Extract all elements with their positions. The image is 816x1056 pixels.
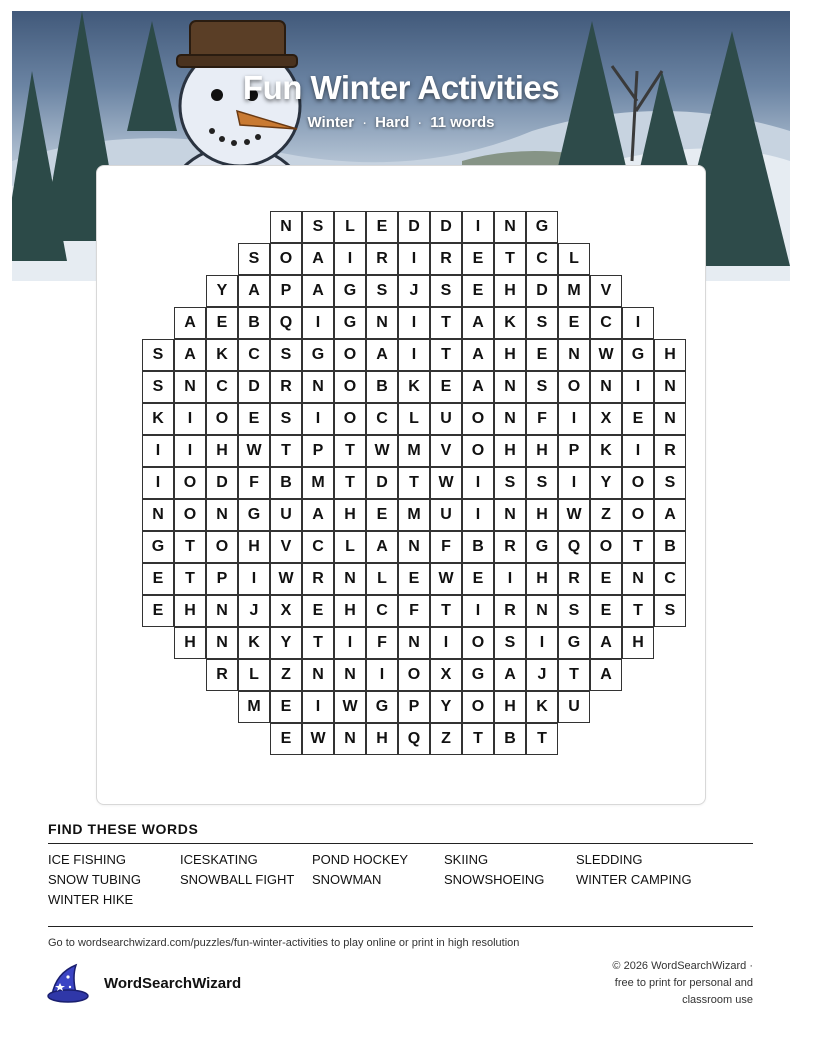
grid-cell: Y [270,627,302,659]
grid-cell: H [494,339,526,371]
grid-cell: B [654,531,686,563]
grid-cell: R [206,659,238,691]
grid-cell: C [366,595,398,627]
puzzle-difficulty: Hard [375,114,410,131]
grid-cell: E [430,371,462,403]
word-list [48,852,753,908]
grid-cell: E [558,307,590,339]
grid-cell: T [270,435,302,467]
word-list-item: ICESKATING [180,852,258,867]
grid-cell: H [526,435,558,467]
grid-cell: F [366,627,398,659]
grid-cell: H [366,723,398,755]
grid-cell: K [142,403,174,435]
grid-cell: W [238,435,270,467]
grid-cell: I [398,243,430,275]
grid-cell: N [622,563,654,595]
grid-cell: L [558,243,590,275]
grid-cell: M [398,435,430,467]
grid-cell: O [462,627,494,659]
grid-cell: H [334,595,366,627]
grid-cell: E [270,723,302,755]
grid-cell: G [558,627,590,659]
word-list-item: SNOWMAN [312,872,382,887]
grid-cell: I [462,499,494,531]
divider [48,926,753,927]
grid-cell: E [206,307,238,339]
grid-cell: N [654,403,686,435]
grid-cell: H [526,563,558,595]
brand-name: WordSearchWizard [104,974,242,992]
grid-cell: W [430,467,462,499]
grid-cell: T [622,531,654,563]
grid-cell: Y [430,691,462,723]
grid-cell: A [174,307,206,339]
grid-cell: I [622,307,654,339]
grid-cell: W [558,499,590,531]
grid-cell: O [622,467,654,499]
grid-cell: U [430,403,462,435]
word-list-item: SNOWSHOEING [444,872,545,887]
grid-cell: N [526,595,558,627]
grid-cell: S [654,467,686,499]
grid-cell: K [206,339,238,371]
grid-cell: R [430,243,462,275]
grid-cell: F [238,467,270,499]
grid-cell: O [334,339,366,371]
footer-link-text[interactable]: Go to wordsearchwizard.com/puzzles/fun-winter-activities to play online or print in high resolution [48,937,520,949]
grid-cell: O [206,403,238,435]
grid-cell: N [206,595,238,627]
grid-cell: F [398,595,430,627]
grid-cell: E [398,563,430,595]
grid-cell: S [526,371,558,403]
grid-cell: S [430,275,462,307]
grid-cell: K [526,691,558,723]
grid-cell: T [558,659,590,691]
grid-cell: O [462,403,494,435]
copyright-line: free to print for personal and [614,977,753,989]
word-list-item: SKIING [444,852,489,867]
grid-cell: S [494,627,526,659]
grid-cell: H [622,627,654,659]
grid-cell: I [462,211,494,243]
word-list-item: POND HOCKEY [312,852,409,867]
grid-cell: C [302,531,334,563]
grid-cell: H [494,435,526,467]
grid-cell: J [398,275,430,307]
grid-cell: O [622,499,654,531]
grid-cell: A [302,499,334,531]
grid-cell: U [558,691,590,723]
grid-cell: L [334,211,366,243]
grid-cell: I [494,563,526,595]
grid-cell: W [302,723,334,755]
word-list-item: ICE FISHING [48,852,127,867]
grid-cell: N [398,627,430,659]
grid-cell: E [366,211,398,243]
grid-cell: E [270,691,302,723]
grid-cell: J [526,659,558,691]
grid-cell: E [590,563,622,595]
grid-cell: N [494,499,526,531]
copyright-line: classroom use [682,994,753,1006]
grid-cell: O [174,499,206,531]
grid-cell: M [302,467,334,499]
grid-cell: T [174,531,206,563]
grid-cell: I [622,435,654,467]
grid-cell: I [398,339,430,371]
grid-cell: N [270,211,302,243]
grid-cell: A [462,307,494,339]
grid-cell: N [206,627,238,659]
grid-cell: H [654,339,686,371]
grid-cell: T [174,563,206,595]
grid-cell: K [398,371,430,403]
grid-cell: S [238,243,270,275]
grid-cell: S [270,403,302,435]
grid-cell: O [334,403,366,435]
grid-cell: A [366,531,398,563]
puzzle-title: Fun Winter Activities [242,69,560,106]
puzzle-theme: Winter [307,114,355,131]
grid-cell: Y [206,275,238,307]
grid-cell: A [494,659,526,691]
grid-cell: T [430,595,462,627]
grid-cell: Q [398,723,430,755]
grid-cell: Z [590,499,622,531]
grid-cell: I [174,435,206,467]
grid-cell: H [238,531,270,563]
grid-cell: C [526,243,558,275]
grid-cell: D [430,211,462,243]
grid-cell: I [142,467,174,499]
grid-cell: G [526,211,558,243]
grid-cell: A [238,275,270,307]
grid-cell: N [174,371,206,403]
grid-cell: N [334,723,366,755]
grid-cell: O [462,691,494,723]
grid-cell: S [526,467,558,499]
grid-cell: R [494,531,526,563]
grid-cell: Q [558,531,590,563]
grid-cell: E [366,499,398,531]
grid-cell: L [366,563,398,595]
grid-cell: M [398,499,430,531]
grid-cell: P [398,691,430,723]
grid-cell: I [366,659,398,691]
word-list-item: WINTER CAMPING [576,872,692,887]
grid-cell: W [270,563,302,595]
grid-cell: Z [270,659,302,691]
grid-cell: G [622,339,654,371]
grid-cell: O [462,435,494,467]
grid-cell: T [398,467,430,499]
grid-cell: H [494,275,526,307]
grid-cell: A [462,339,494,371]
grid-cell: E [590,595,622,627]
grid-cell: N [334,659,366,691]
grid-cell: R [270,371,302,403]
grid-cell: Y [590,467,622,499]
grid-cell: G [302,339,334,371]
grid-cell: V [590,275,622,307]
grid-cell: O [334,371,366,403]
word-list-item: SLEDDING [576,852,643,867]
grid-cell: C [206,371,238,403]
grid-cell: E [238,403,270,435]
grid-cell: I [302,691,334,723]
grid-cell: H [174,627,206,659]
grid-cell: C [654,563,686,595]
grid-cell: V [270,531,302,563]
grid-cell: P [302,435,334,467]
grid-cell: I [334,243,366,275]
grid-cell: L [334,531,366,563]
grid-cell: I [302,403,334,435]
grid-cell: G [526,531,558,563]
grid-cell: B [366,371,398,403]
grid-cell: T [302,627,334,659]
grid-cell: N [398,531,430,563]
grid-cell: N [302,659,334,691]
grid-cell: X [590,403,622,435]
grid-cell: C [238,339,270,371]
grid-cell: R [302,563,334,595]
grid-cell: G [334,275,366,307]
grid-cell: E [462,243,494,275]
grid-cell: N [142,499,174,531]
grid-cell: I [398,307,430,339]
grid-cell: S [302,211,334,243]
grid-cell: N [654,371,686,403]
grid-cell: S [142,371,174,403]
grid-cell: D [206,467,238,499]
grid-cell: R [366,243,398,275]
grid-cell: N [206,499,238,531]
grid-cell: T [430,307,462,339]
grid-cell: G [334,307,366,339]
grid-cell: E [142,595,174,627]
grid-cell: N [558,339,590,371]
grid-cell: S [494,467,526,499]
grid-cell: T [494,243,526,275]
grid-cell: P [558,435,590,467]
grid-cell: A [302,275,334,307]
grid-cell: B [462,531,494,563]
copyright-line: © 2026 WordSearchWizard · [612,960,753,972]
puzzle-word-count: 11 words [430,114,495,131]
grid-cell: T [462,723,494,755]
grid-cell: X [270,595,302,627]
grid-cell: Q [270,307,302,339]
grid-cell: I [174,403,206,435]
grid-cell: A [302,243,334,275]
grid-cell: I [622,371,654,403]
grid-cell: I [302,307,334,339]
grid-cell: P [206,563,238,595]
grid-cell: C [366,403,398,435]
grid-cell: B [270,467,302,499]
word-list-heading: FIND THESE WORDS [48,821,199,837]
grid-cell: T [622,595,654,627]
grid-cell: H [494,691,526,723]
grid-cell: M [558,275,590,307]
grid-cell: W [590,339,622,371]
grid-cell: K [238,627,270,659]
grid-cell: X [430,659,462,691]
separator-dot: · [417,114,423,131]
word-list-item: WINTER HIKE [48,892,134,907]
grid-cell: E [302,595,334,627]
grid-cell: K [494,307,526,339]
grid-cell: U [430,499,462,531]
grid-cell: T [334,435,366,467]
divider [48,843,753,844]
grid-cell: Z [430,723,462,755]
grid-cell: H [334,499,366,531]
grid-cell: A [590,627,622,659]
grid-cell: T [334,467,366,499]
grid-cell: A [654,499,686,531]
grid-cell: H [206,435,238,467]
grid-cell: D [398,211,430,243]
grid-cell: O [558,371,590,403]
grid-cell: U [270,499,302,531]
grid-cell: L [238,659,270,691]
grid-cell: G [238,499,270,531]
grid-cell: I [142,435,174,467]
grid-cell: E [142,563,174,595]
grid-cell: N [302,371,334,403]
grid-cell: L [398,403,430,435]
grid-cell: I [462,595,494,627]
grid-cell: N [334,563,366,595]
grid-cell: N [590,371,622,403]
grid-cell: A [174,339,206,371]
grid-cell: T [430,339,462,371]
grid-cell: E [462,563,494,595]
grid-cell: D [366,467,398,499]
grid-cell: B [238,307,270,339]
grid-cell: S [142,339,174,371]
grid-cell: V [430,435,462,467]
grid-cell: O [398,659,430,691]
copyright-notice [612,958,753,1009]
grid-cell: I [334,627,366,659]
separator-dot: · [362,114,368,131]
grid-cell: W [334,691,366,723]
puzzle-meta [12,114,790,131]
grid-cell: S [654,595,686,627]
grid-cell: J [238,595,270,627]
wizard-hat-icon [46,963,92,1003]
grid-cell: E [526,339,558,371]
grid-cell: D [526,275,558,307]
grid-cell: I [526,627,558,659]
grid-cell: F [526,403,558,435]
grid-cell: O [590,531,622,563]
grid-cell: P [270,275,302,307]
grid-cell: N [494,403,526,435]
grid-cell: S [558,595,590,627]
grid-cell: I [558,467,590,499]
grid-cell: I [238,563,270,595]
grid-cell: R [558,563,590,595]
grid-cell: A [462,371,494,403]
grid-cell: E [622,403,654,435]
grid-cell: S [366,275,398,307]
grid-cell: I [430,627,462,659]
grid-cell: S [270,339,302,371]
grid-cell: A [366,339,398,371]
grid-cell: R [654,435,686,467]
grid-cell: W [366,435,398,467]
grid-cell: O [270,243,302,275]
grid-cell: D [238,371,270,403]
grid-cell: T [526,723,558,755]
grid-cell: O [206,531,238,563]
grid-cell: M [238,691,270,723]
grid-cell: G [366,691,398,723]
grid-cell: B [494,723,526,755]
grid-cell: N [366,307,398,339]
grid-cell: O [174,467,206,499]
brand-logo[interactable] [46,963,241,1003]
grid-cell: W [430,563,462,595]
puzzle-card [96,165,706,805]
grid-cell: E [462,275,494,307]
grid-cell: R [494,595,526,627]
grid-cell: C [590,307,622,339]
word-list-item: SNOW TUBING [48,872,141,887]
grid-cell: H [174,595,206,627]
grid-cell: I [558,403,590,435]
grid-cell: A [590,659,622,691]
grid-cell: K [590,435,622,467]
grid-cell: G [462,659,494,691]
grid-cell: N [494,211,526,243]
grid-cell: F [430,531,462,563]
grid-cell: H [526,499,558,531]
grid-cell: N [494,371,526,403]
grid-cell: G [142,531,174,563]
grid-cell: I [462,467,494,499]
word-list-item: SNOWBALL FIGHT [180,872,295,887]
grid-cell: S [526,307,558,339]
